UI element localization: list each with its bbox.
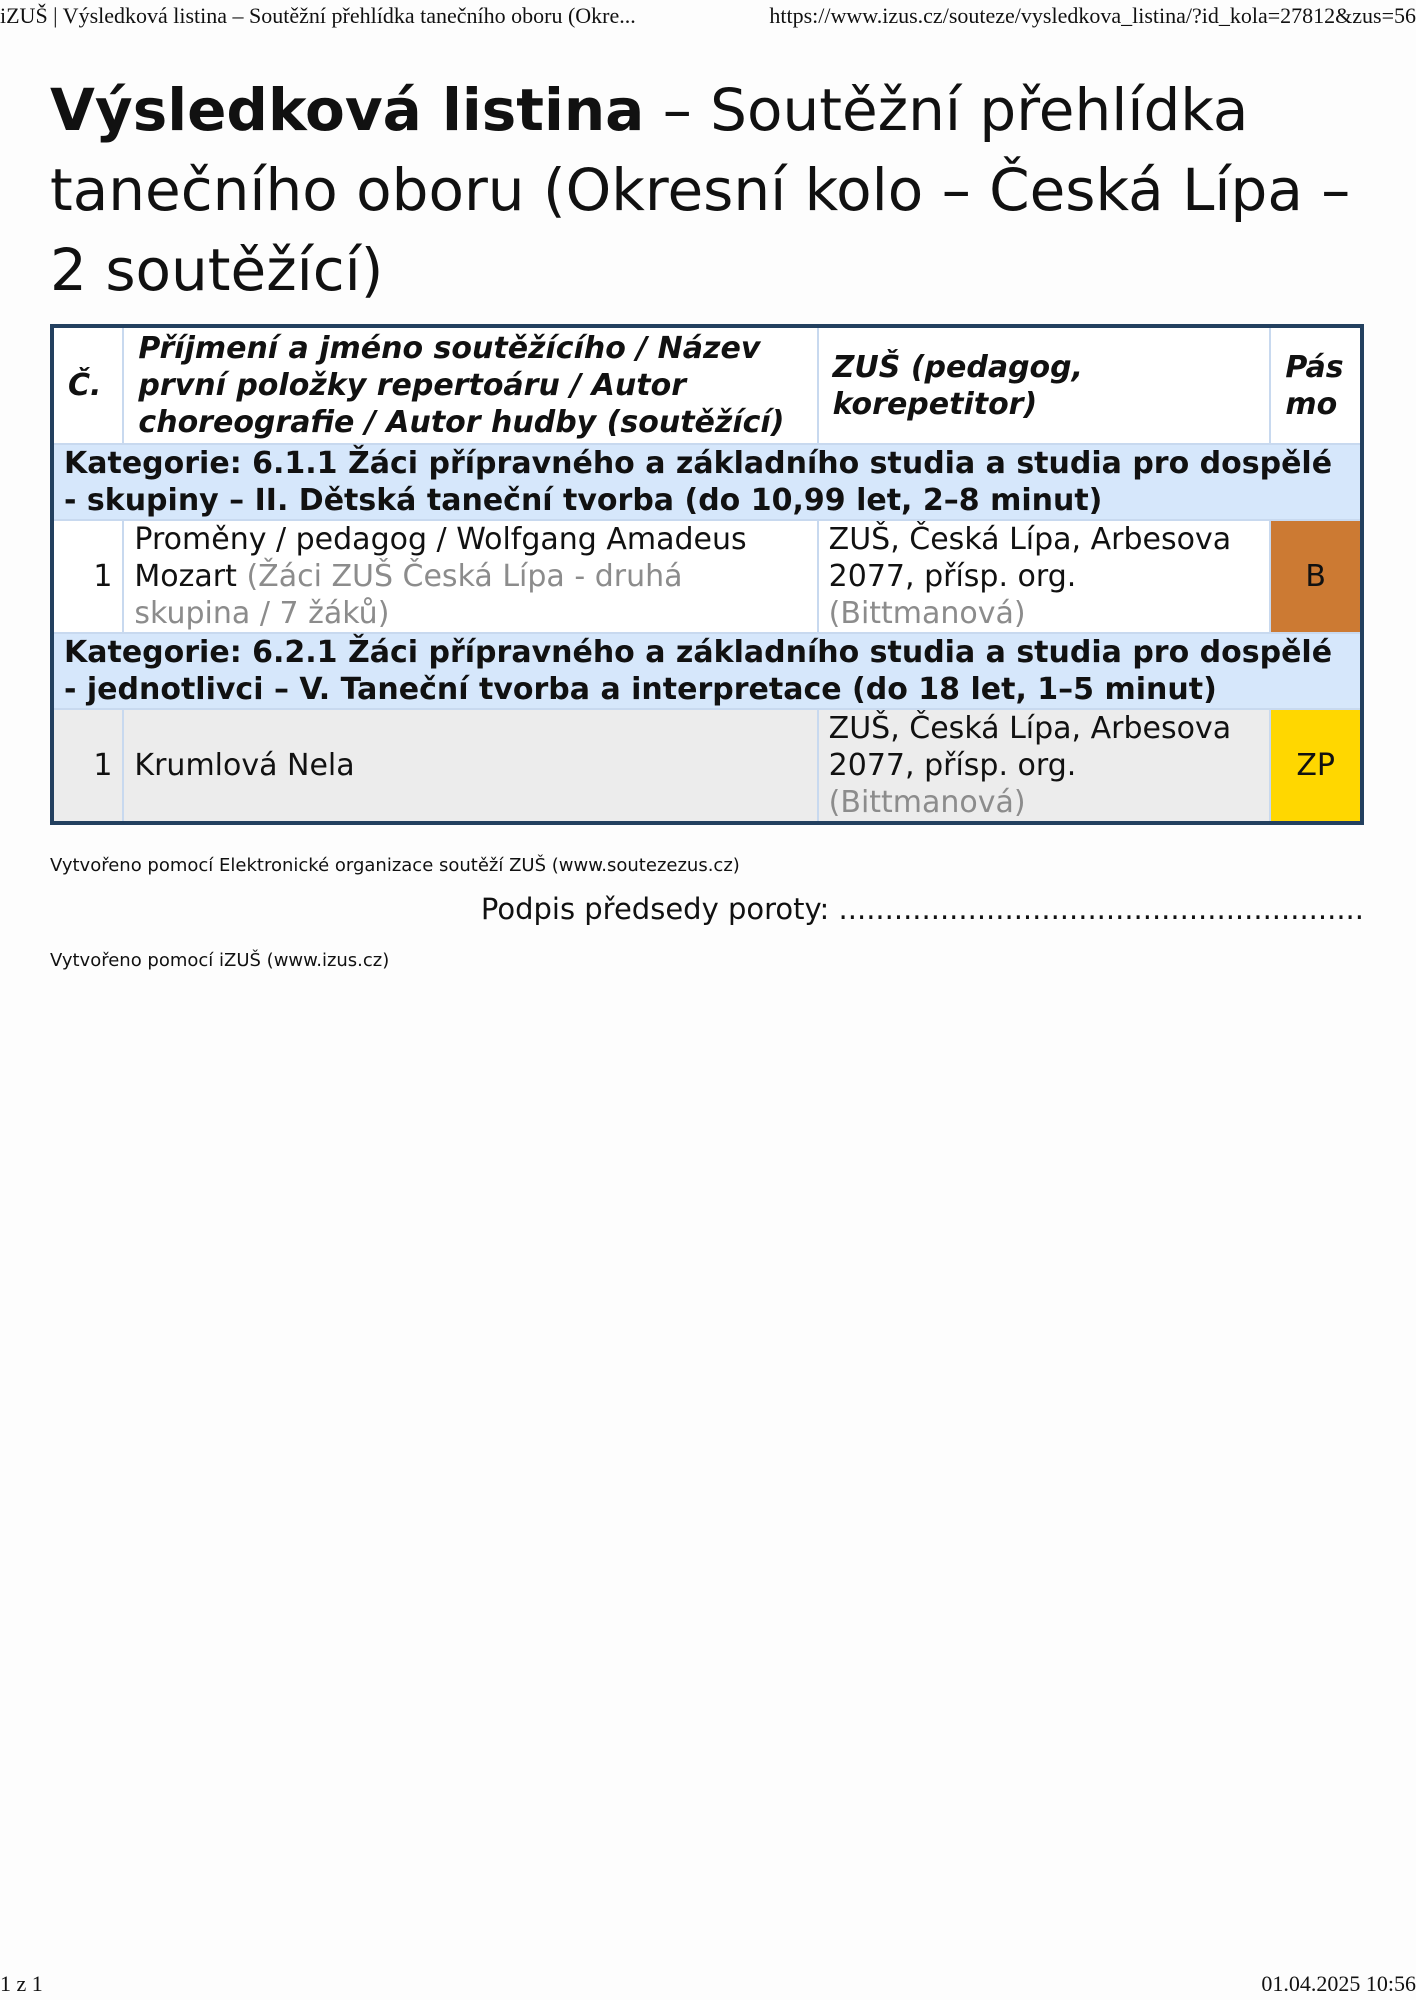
entry-school-cell (818, 709, 1271, 823)
page-counter: 1 z 1 (0, 1971, 43, 1996)
category-label: Kategorie: 6.1.1 Žáci přípravného a základního studia a studia pro dospělé - skupiny – II. Dětská taneční tvorba (do 10,99 let, 2–8 minut) (52, 444, 1362, 520)
entry-band: ZP (1270, 709, 1362, 823)
page-title-rest: – Soutěžní přehlídka tanečního oboru (Okresní kolo – Česká Lípa – 2 soutěžící) (50, 76, 1351, 304)
table-row (52, 709, 1362, 823)
table-row (52, 520, 1362, 633)
category-row (52, 444, 1362, 520)
entry-teacher: (Bittmanová) (828, 785, 1026, 820)
entry-num: 1 (52, 520, 123, 633)
entry-band: B (1270, 520, 1362, 633)
header-name: Příjmení a jméno soutěžícího / Název první položky repertoáru / Autor choreografie / Autor hudby (soutěžící) (123, 326, 817, 444)
table-header-row (52, 326, 1362, 444)
header-school: ZUŠ (pedagog, korepetitor) (818, 326, 1271, 444)
created-with-note: Vytvořeno pomocí Elektronické organizace soutěží ZUŠ (www.soutezezus.cz) (50, 855, 740, 876)
page-title-strong: Výsledková listina (50, 76, 645, 144)
print-header-title: iZUŠ | Výsledková listina – Soutěžní přehlídka tanečního oboru (Okre... (0, 3, 636, 28)
category-row (52, 633, 1362, 709)
header-band: Pás mo (1270, 326, 1362, 444)
page-title (50, 70, 1364, 310)
page-content (50, 70, 1364, 971)
entry-name-cell (123, 520, 817, 633)
entry-name: Proměny / pedagog / Wolfgang Amadeus Mozart (134, 522, 747, 594)
print-datetime: 01.04.2025 10:56 (1261, 1971, 1416, 1996)
entry-name-note: (Žáci ZUŠ Česká Lípa - druhá skupina / 7 žáků) (134, 559, 683, 631)
category-label: Kategorie: 6.2.1 Žáci přípravného a základního studia a studia pro dospělé - jednotlivci – V. Taneční tvorba a interpretace (do 18 let, 1–5 minut) (52, 633, 1362, 709)
results-table (50, 324, 1364, 825)
entry-name: Krumlová Nela (123, 709, 817, 823)
entry-school-cell (818, 520, 1271, 633)
header-num: Č. (52, 326, 123, 444)
entry-num: 1 (52, 709, 123, 823)
print-header (0, 0, 1416, 32)
entry-school: ZUŠ, Česká Lípa, Arbesova 2077, přísp. org. (828, 522, 1232, 594)
jury-signature-line: Podpis předsedy poroty: ......................................................... (480, 892, 1364, 926)
entry-teacher: (Bittmanová) (828, 596, 1026, 631)
entry-school: ZUŠ, Česká Lípa, Arbesova 2077, přísp. org. (828, 711, 1232, 783)
print-header-url[interactable]: https://www.izus.cz/souteze/vysledkova_listina/?id_kola=27812&zus=56 (769, 3, 1416, 28)
created-with-izus-note: Vytvořeno pomocí iZUŠ (www.izus.cz) (50, 950, 390, 971)
print-footer (0, 1968, 1416, 2000)
